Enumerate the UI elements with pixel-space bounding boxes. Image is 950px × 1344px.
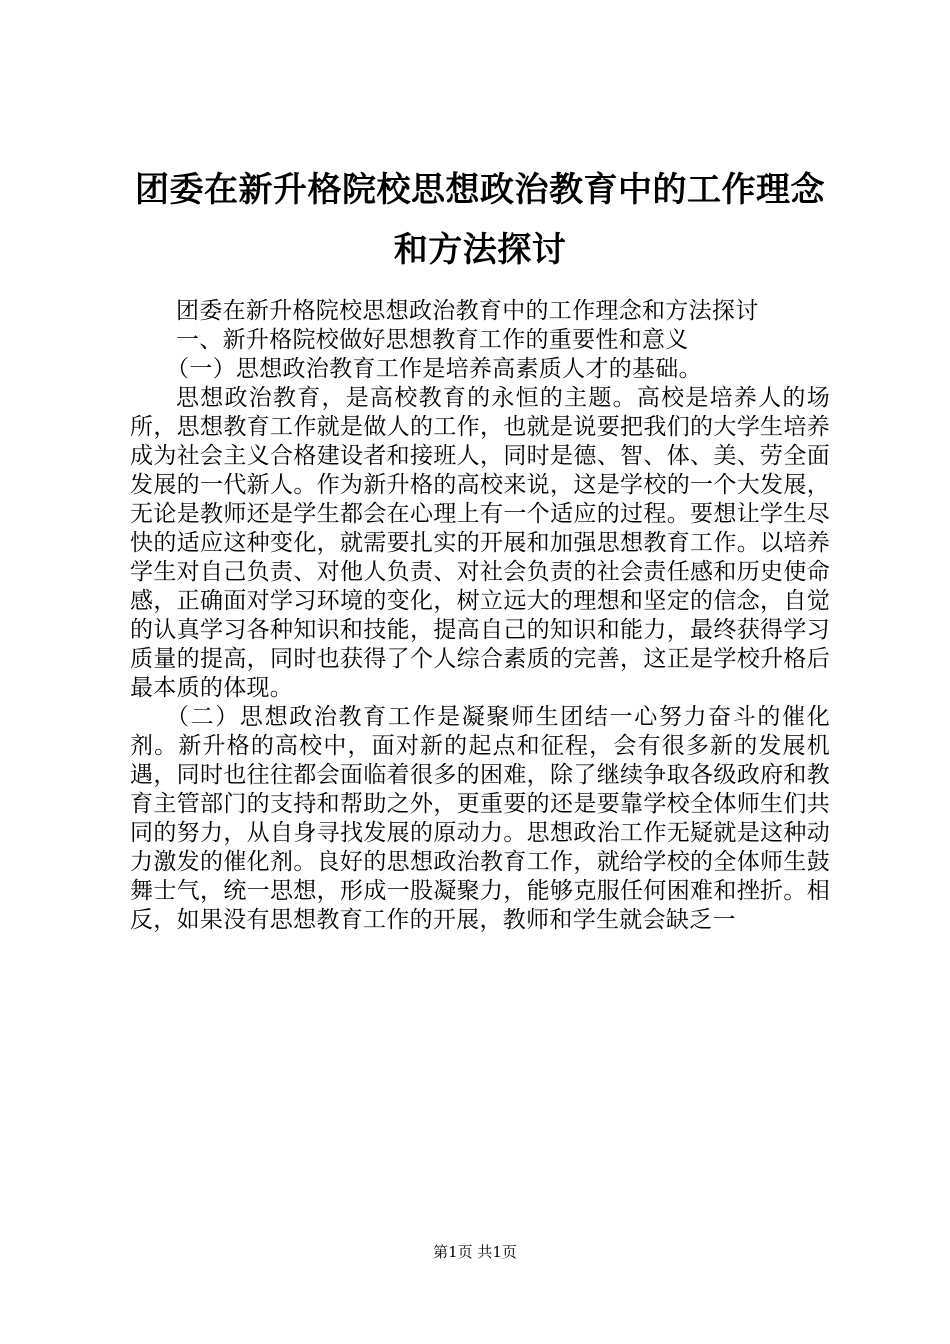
body-paragraph-1: 思想政治教育，是高校教育的永恒的主题。高校是培养人的场所，思想教育工作就是做人的工作，也就是说要把我们的大学生培养成为社会主义合格建设者和接班人，同时是德、智、体、美、劳全面发展的一代新人。作为新升格的高校来说，这是学校的一个大发展，无论是教师还是学生都会在心理上有一个适应的过程。要想让学生尽快的适应这种变化，就需要扎实的开展和加强思想教育工作。以培养学生对自己负责、对他人负责、对社会负责的社会责任感和历史使命感，正确面对学习环境的变化，树立远大的理想和坚定的信念，自觉的认真学习各种知识和技能，提高自己的知识和能力，最终获得学习质量的提高，同时也获得了个人综合素质的完善，这正是学校升格后最本质的体现。 [130,385,830,701]
body-paragraph-restated-title: 团委在新升格院校思想政治教育中的工作理念和方法探讨 [176,298,759,324]
document-title: 团委在新升格院校思想政治教育中的工作理念和方法探讨 [135,170,825,270]
body-paragraph-2: （二）思想政治教育工作是凝聚师生团结一心努力奋斗的催化剂。新升格的高校中，面对新的起点和征程，会有很多新的发展机遇，同时也往往都会面临着很多的困难，除了继续争取各级政府和教育主管部门的支持和帮助之外，更重要的还是要靠学校全体师生们共同的努力，从自身寻找发展的原动力。思想政治工作无疑就是这种动力激发的催化剂。良好的思想政治教育工作，就给学校的全体师生鼓舞士气，统一思想，形成一股凝聚力，能够克服任何困难和挫折。相反，如果没有思想教育工作的开展，教师和学生就会缺乏一 [130,704,830,933]
section-heading-1: 一、新升格院校做好思想教育工作的重要性和意义 [176,327,689,353]
subsection-heading-1: （一）思想政治教育工作是培养高素质人才的基础。 [166,356,702,382]
page-footer: 第1页 共1页 [433,1243,517,1261]
document-body [130,297,830,935]
